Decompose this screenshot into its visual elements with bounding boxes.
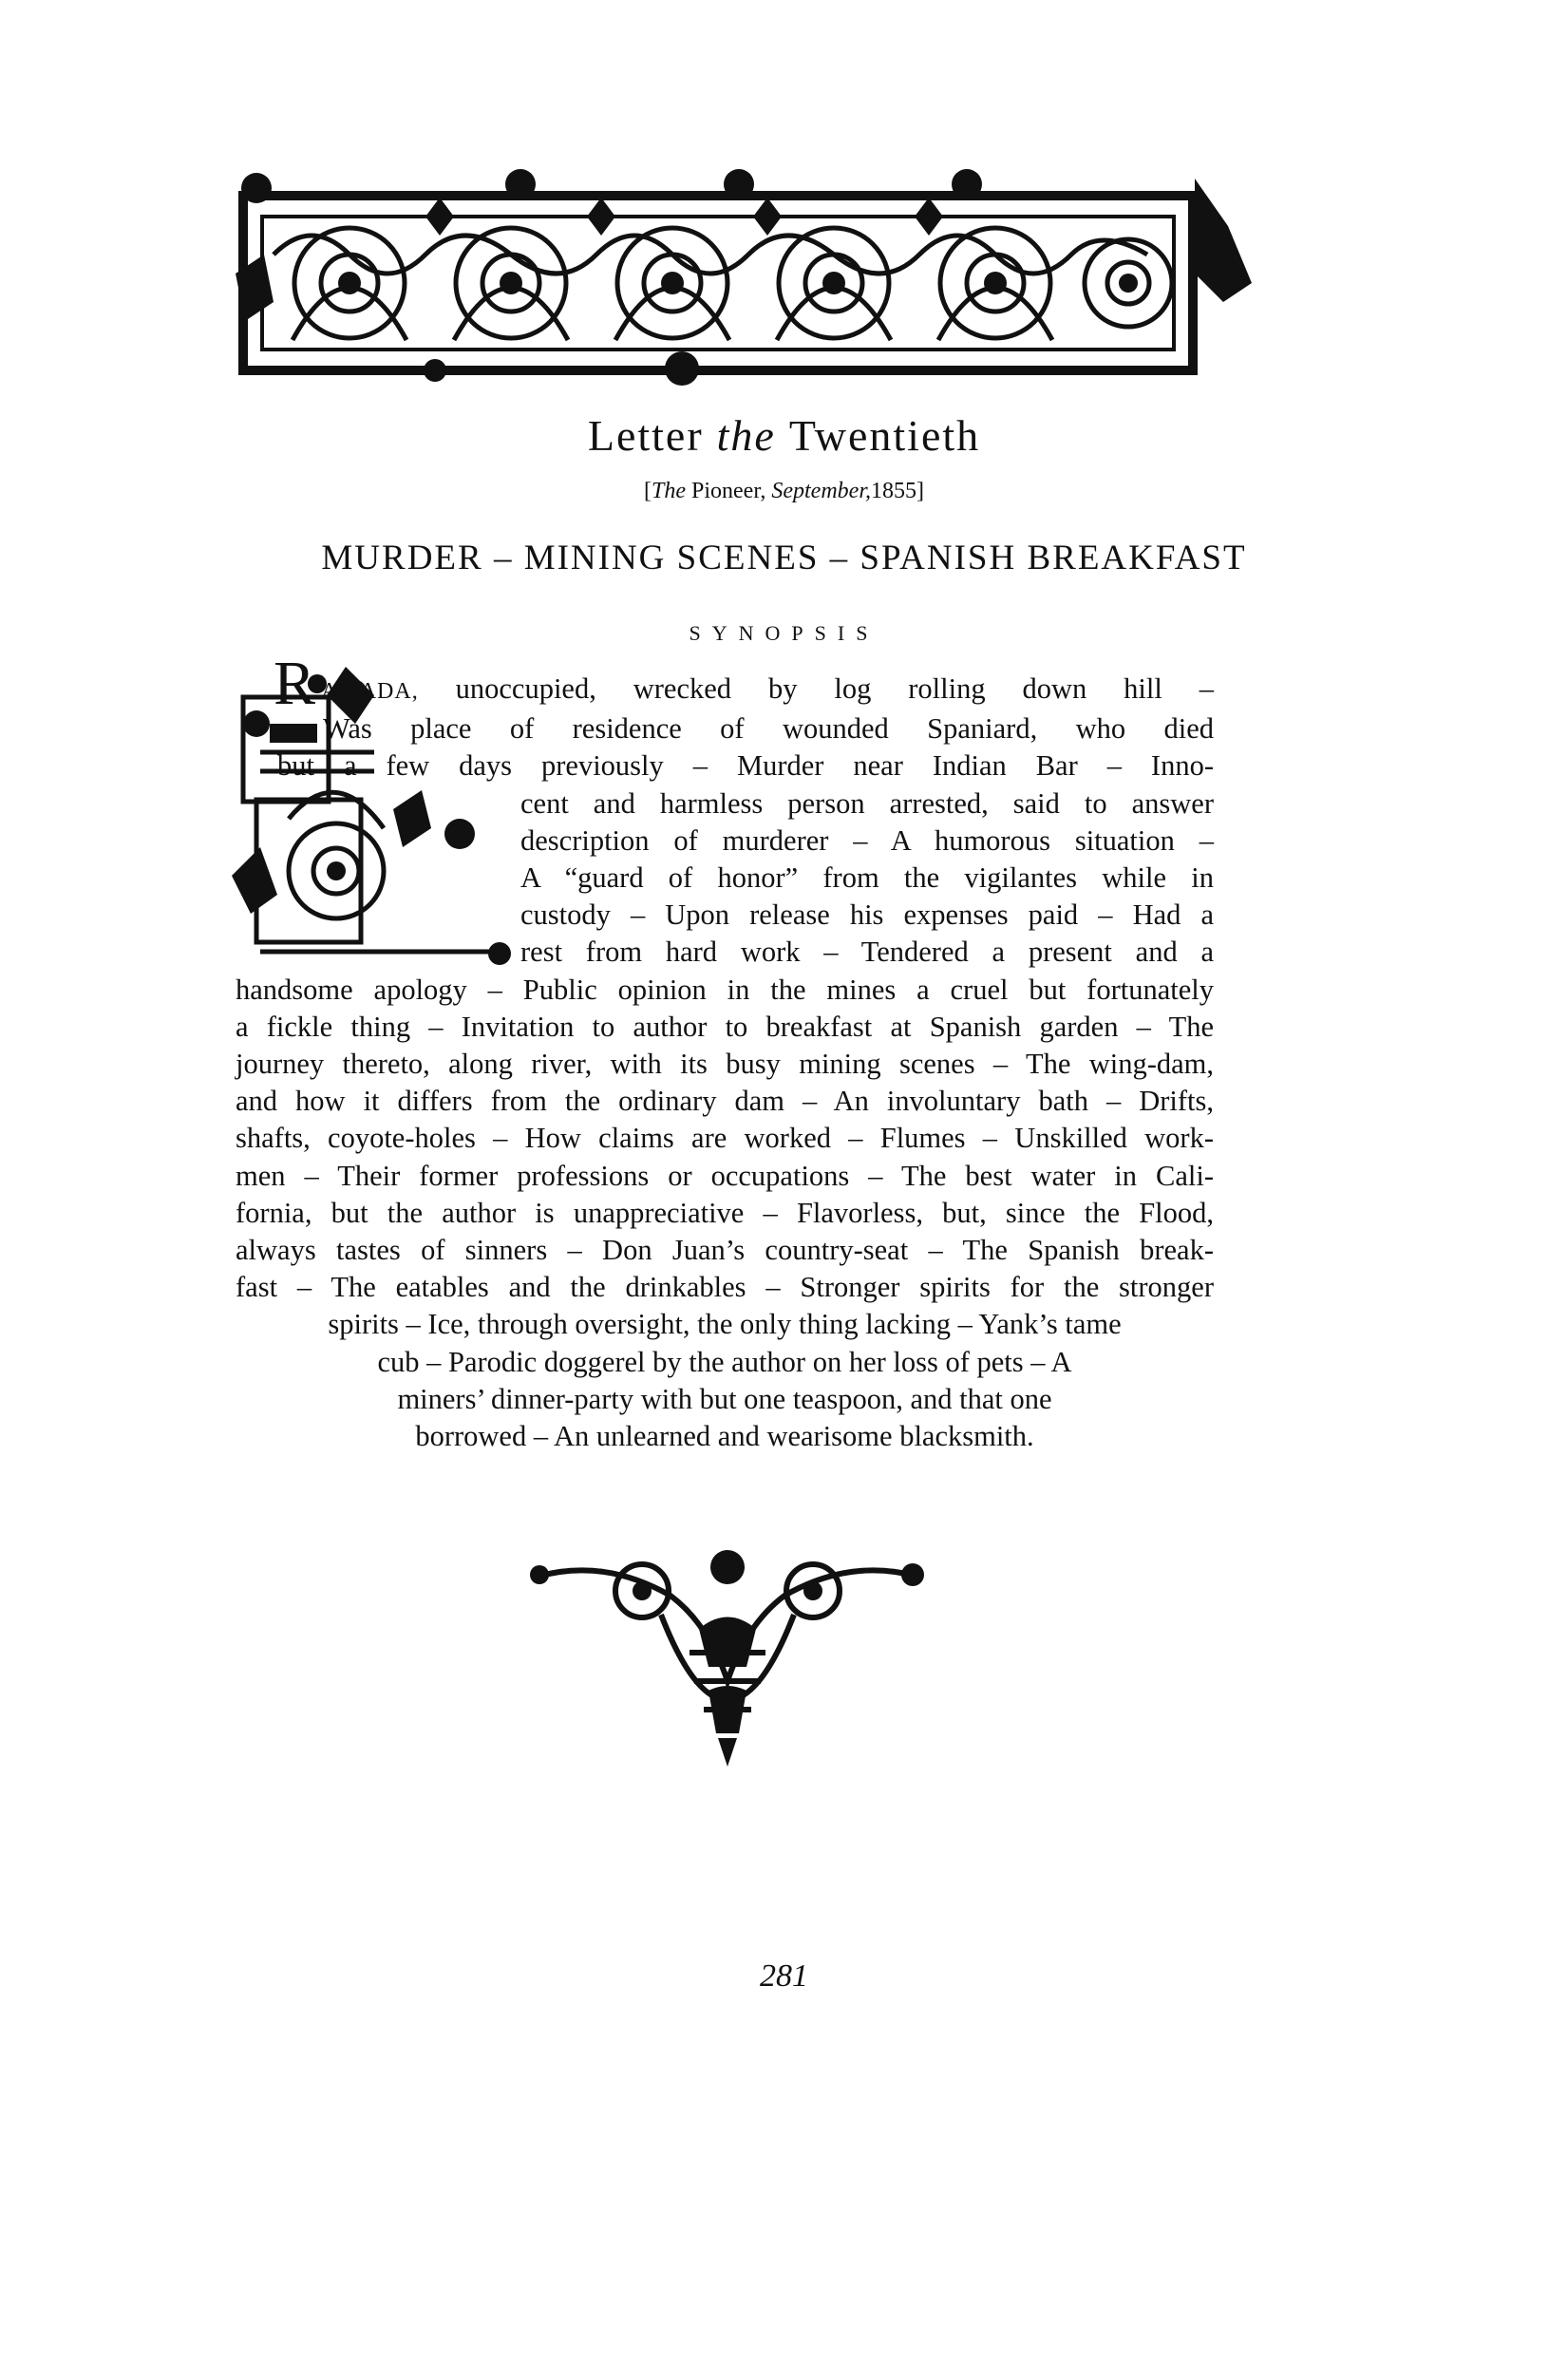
synopsis-label: SYNOPSIS — [689, 621, 879, 645]
synopsis-line: journey thereto, along river, with its busy mining scenes – The wing-dam, — [236, 1048, 1214, 1081]
synopsis-text — [236, 649, 1215, 1455]
source-open-bracket: [ — [644, 479, 652, 503]
source-year: 1855 — [871, 479, 916, 503]
synopsis-line: men – Their former professions or occupations – The best water in Cali- — [236, 1159, 1214, 1192]
synopsis-line: fast – The eatables and the drinkables – Stronger spirits for the stronger — [236, 1271, 1214, 1304]
ornamental-tailpiece-illustration — [528, 1539, 927, 1776]
synopsis-line-text: unoccupied, wrecked by log rolling down hill – — [455, 672, 1215, 705]
synopsis-line: rest from hard work – Tendered a present and a — [520, 936, 1214, 969]
source-month: September, — [771, 479, 871, 503]
synopsis-line: borrowed – An unlearned and wearisome blacksmith. — [415, 1420, 1034, 1453]
synopsis-line: custody – Upon release his expenses paid – Had a — [520, 898, 1214, 932]
source-publication-name: Pioneer, — [691, 479, 766, 503]
synopsis-line — [236, 649, 1215, 718]
synopsis-line: fornia, but the author is unappreciative – Flavorless, but, since the Flood, — [236, 1196, 1214, 1229]
title-ordinal-word: Twentieth — [788, 411, 981, 460]
synopsis-line: cub – Parodic doggerel by the author on her loss of pets – A — [377, 1345, 1072, 1378]
source-publication-the: The — [652, 479, 686, 503]
chapter-subtitle: MURDER – MINING SCENES – SPANISH BREAKFAST — [321, 539, 1247, 577]
synopsis-line: A “guard of honor” from the vigilantes while in — [520, 861, 1214, 895]
synopsis-line: always tastes of sinners – Don Juan’s country-seat – The Spanish break- — [236, 1234, 1214, 1267]
synopsis-line: Was place of residence of wounded Spaniard, who died — [323, 712, 1214, 746]
letter-title — [0, 410, 1568, 461]
synopsis-line: handsome apology – Public opinion in the mines a cruel but fortunately — [236, 973, 1214, 1006]
page-number: 281 — [760, 1958, 808, 1994]
synopsis-line: shafts, coyote-holes – How claims are worked – Flumes – Unskilled work- — [236, 1122, 1214, 1155]
synopsis-line: description of murderer – A humorous situation – — [520, 823, 1214, 857]
synopsis-line: cent and harmless person arrested, said to answer — [520, 786, 1214, 820]
synopsis-line: miners’ dinner-party with but one teaspoon, and that one — [397, 1382, 1052, 1415]
synopsis-line: spirits – Ice, through oversight, the only thing lacking – Yank’s tame — [328, 1308, 1122, 1341]
title-the-word: the — [716, 411, 776, 460]
title-letter-word: Letter — [587, 411, 704, 460]
first-word-small-caps: AMADA, — [321, 679, 419, 704]
source-citation — [0, 479, 1568, 504]
synopsis-line: but a few days previously – Murder near Indian Bar – Inno- — [277, 749, 1214, 783]
source-close-bracket: ] — [916, 479, 924, 503]
drop-cap-letter: R — [274, 649, 316, 718]
synopsis-line: and how it differs from the ordinary dam – An involuntary bath – Drifts, — [236, 1085, 1214, 1118]
ornamental-headpiece-illustration — [236, 160, 1261, 388]
synopsis-line: a fickle thing – Invitation to author to breakfast at Spanish garden – The — [236, 1010, 1214, 1043]
